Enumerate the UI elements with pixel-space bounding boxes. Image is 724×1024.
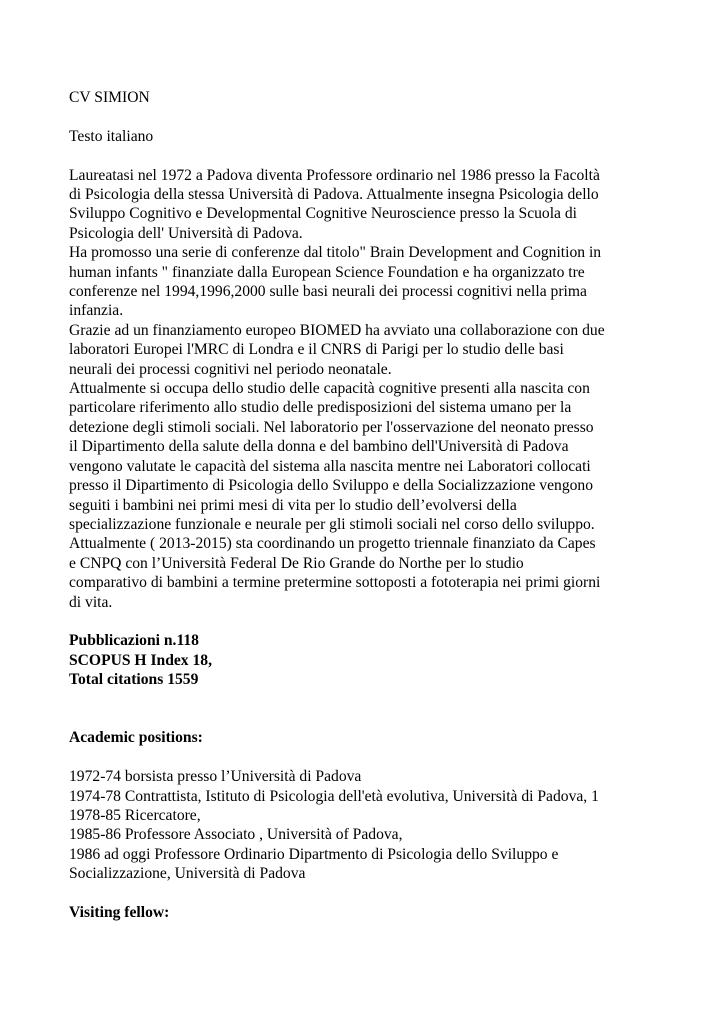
bio-line: human infants " finanziate dalla European Science Foundation e ha organizzato tre <box>69 263 585 281</box>
position-line: 1978-85 Ricercatore, <box>69 806 201 824</box>
bio-line: particolare riferimento allo studio delle predisposizioni del sistema umano per la <box>69 399 572 417</box>
publications-count: Pubblicazioni n.118 <box>69 632 199 650</box>
doc-title: CV SIMION <box>69 89 150 106</box>
bio-line: di vita. <box>69 593 113 611</box>
academic-positions-heading: Academic positions: <box>69 729 203 747</box>
bio-line: laboratori Europei l'MRC di Londra e il CNRS di Parigi per lo studio delle basi <box>69 341 564 359</box>
bio-line: Attualmente ( 2013-2015) sta coordinando un progetto triennale finanziato da Capes <box>69 535 596 553</box>
h-index: SCOPUS H Index 18, <box>69 651 212 669</box>
bio-line: seguiti i bambini nei primi mesi di vita per lo studio dell’evolversi della <box>69 496 517 514</box>
bio-line: Laureatasi nel 1972 a Padova diventa Professore ordinario nel 1986 presso la Facoltà <box>69 166 600 184</box>
bio-line: detezione degli stimoli sociali. Nel laboratorio per l'osservazione del neonato presso <box>69 418 594 436</box>
position-line: 1985-86 Professore Associato , Università of Padova, <box>69 826 403 844</box>
bio-line: vengono valutate le capacità del sistema alla nascita mentre nei Laboratori collocati <box>69 457 591 475</box>
position-line: 1974-78 Contrattista, Istituto di Psicologia dell'età evolutiva, Università di Padova, 1 <box>69 787 599 805</box>
bio-line: Sviluppo Cognitivo e Developmental Cognitive Neuroscience presso la Scuola di <box>69 205 577 223</box>
bio-line: specializzazione funzionale e neurale per gli stimoli sociali nel corso dello sviluppo. <box>69 515 595 533</box>
position-line: 1986 ad oggi Professore Ordinario Dipartmento di Psicologia dello Sviluppo e <box>69 845 559 863</box>
bio-line: neurali dei processi cognitivi nel periodo neonatale. <box>69 360 392 378</box>
positions-list <box>69 767 659 883</box>
position-line: 1972-74 borsista presso l’Università di Padova <box>69 768 362 786</box>
bio-line: infanzia. <box>69 302 124 320</box>
total-citations: Total citations 1559 <box>69 671 199 689</box>
visiting-fellow-heading: Visiting fellow: <box>69 903 170 921</box>
position-line: Socializzazione, Università di Padova <box>69 865 306 883</box>
bio-line: di Psicologia della stessa Università di Padova. Attualmente insegna Psicologia dello <box>69 186 599 203</box>
bio-line: il Dipartimento della salute della donna e del bambino dell'Università di Padova <box>69 438 569 456</box>
bio-line: e CNPQ con l’Università Federal De Rio Grande do Northe per lo studio <box>69 554 524 572</box>
doc-subtitle: Testo italiano <box>69 127 154 145</box>
bio-line: Ha promosso una serie di conferenze dal titolo" Brain Development and Cognition in <box>69 244 602 262</box>
bio-line: conferenze nel 1994,1996,2000 sulle basi neurali dei processi cognitivi nella prima <box>69 283 587 301</box>
document-page <box>69 88 659 922</box>
bio-line: comparativo di bambini a termine pretermine sottoposti a fototerapia nei primi giorni <box>69 574 601 592</box>
bio-line: Psicologia dell' Università di Padova. <box>69 224 303 242</box>
bio-line: presso il Dipartimento di Psicologia dello Sviluppo e della Socializzazione vengono <box>69 477 594 495</box>
bio-line: Grazie ad un finanziamento europeo BIOMED ha avviato una collaborazione con due <box>69 321 605 339</box>
bio-line: Attualmente si occupa dello studio delle capacità cognitive presenti alla nascita con <box>69 380 590 398</box>
stats-block <box>69 631 659 689</box>
bio-paragraph <box>69 166 659 612</box>
